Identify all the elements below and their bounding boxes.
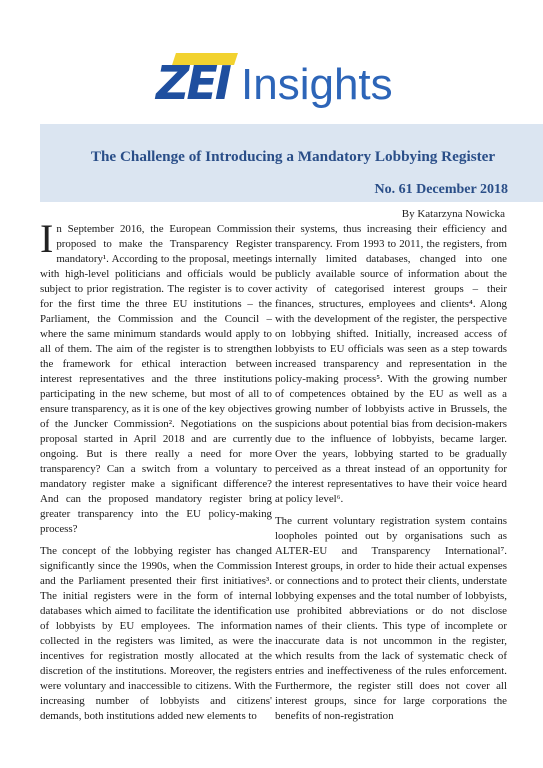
paragraph: The concept of the lobbying register has changed significantly since the 1990s, when the Commission and the Parliament presented their first initiatives³. The initial registers were in the form of internal databases which aimed to facilitate the identification of lobbyists by EU employees. The information collected in the registers was limited, as were the incentives for registration mostly allocated at the discretion of the institutions. Moreover, the registers were voluntary and inaccessible to citizens. With the increasing number of lobbyists and citizens' demands, both institutions added new elements to — [40, 545, 272, 722]
issue-number-date: No. 61 December 2018 — [374, 182, 508, 197]
logo-zei-text: ZEI — [156, 56, 229, 110]
drop-cap: I — [40, 216, 54, 261]
paragraph: The current voluntary registration system contains loopholes pointed out by organisations such as ALTER-EU and Transparency International⁷. Interest groups, in order to hide their actual expenses or connections and to protect their clients, understate lobbying expenses and the total number of lobbyists, use prohibited abbreviations or do not disclose names of their clients. This type of incomplete or inaccurate data is not uncommon in the register, which results from the lack of systematic check of entries and ineffectiveness of the rules enforcement. Furthermore, the register still does not cover all interest groups, since for large corporations the benefits of non-registration — [275, 515, 507, 722]
paragraph: their systems, thus increasing their efficiency and transparency. From 1993 to 2011, the registers, from internally limited databases, changed into one publicly available source of information about the activity of categorised interest groups – their finances, structures, employees and clients⁴. Along with the development of the register, the perspective on lobbying shifted. Initially, increased access of lobbyists to EU officials was seen as a step towards increased transparency and representation in the policy-making process⁵. With the growing number of competences obtained by the EU as well as a growing number of lobbyists active in Brussels, the suspicions about potential bias from decision-makers due to the influence of lobbyists, became larger. Over the years, lobbying started to be gradually perceived as a threat instead of an opportunity for the interest representatives to have their voice heard at policy level⁶. — [275, 223, 507, 505]
zei-insights-logo — [156, 52, 393, 112]
author-byline: By Katarzyna Nowicka — [401, 208, 505, 220]
body-column-left — [40, 216, 272, 731]
paragraph — [40, 216, 272, 537]
logo-insights-text: Insights — [241, 60, 393, 109]
body-column-right — [275, 222, 507, 731]
paragraph-text: n September 2016, the European Commission proposed to make the Transparency Register mandatory¹. According to the proposal, meetings with high-level politicians and officials would be subject to prior registration. The register is to cover for the first time the three EU institutions – the Parliament, the Commission and the Council – where the same minimum standards would apply to all of them. The aim of the register is to strengthen the framework for ethical interaction between interest representatives and the three institutions participating in the new scheme, but most of all to ensure transparency, as it is one of the key objectives of the Juncker Commission². Negotiations on the proposal started in April 2018 and are currently ongoing. But is there really a need for more transparency? Can a switch from a voluntary to mandatory register make a significant difference? And can the proposed mandatory register bring greater transparency into the EU policy-making process? — [40, 223, 272, 535]
page-header — [0, 0, 543, 122]
document-title: The Challenge of Introducing a Mandatory Lobbying Register — [90, 148, 496, 165]
